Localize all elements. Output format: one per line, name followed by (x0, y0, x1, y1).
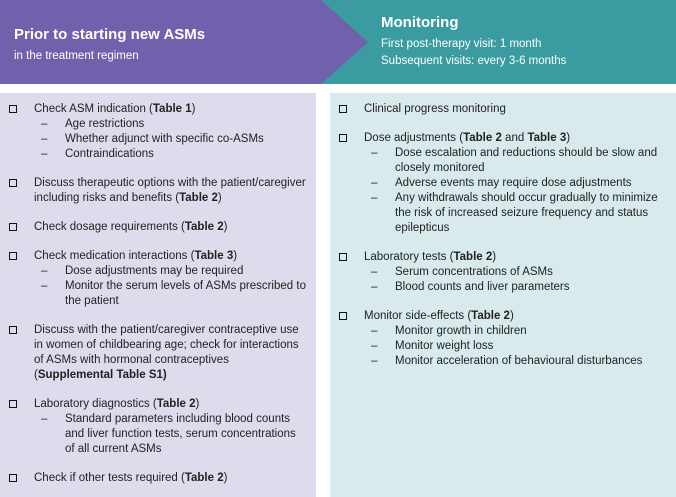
item-text-start: Laboratory diagnostics ( (34, 398, 157, 410)
sub-item-text: Serum concentrations of ASMs (395, 266, 553, 278)
sub-item-text: Monitor growth in children (395, 325, 527, 337)
dash-bullet-icon: – (371, 281, 378, 293)
checkbox-square-icon (9, 474, 17, 482)
monitoring-item (337, 102, 666, 117)
item-text-start: Check if other tests required ( (34, 472, 185, 484)
sub-item-text: Monitor the serum levels of ASMs prescribed to the patient (65, 280, 306, 307)
monitoring-sub-list (364, 146, 666, 236)
dash-bullet-icon: – (41, 265, 48, 277)
item-text-start: Discuss therapeutic options with the patient/caregiver including risks and benefits ( (34, 177, 306, 204)
prior-item-text (34, 220, 306, 235)
prior-item-text (34, 471, 306, 486)
item-text-end: ) (217, 192, 222, 204)
prior-item (7, 176, 306, 206)
item-text-start: Clinical progress monitoring (364, 103, 506, 115)
item-text-end: ) (492, 251, 497, 263)
table-reference: Supplemental Table S1) (37, 369, 167, 381)
sub-item-text: Monitor acceleration of behavioural disturbances (395, 355, 643, 367)
table-reference: Table 3 (194, 250, 234, 262)
table-reference: Table 2 (156, 398, 196, 410)
monitoring-sub-list (364, 324, 666, 369)
monitoring-item (337, 250, 666, 295)
sub-item-text: Age restrictions (65, 118, 145, 130)
sub-item (34, 264, 306, 279)
prior-item (7, 249, 306, 309)
sub-item-text: Whether adjunct with specific co-ASMs (65, 133, 264, 145)
monitoring-header-title: Monitoring (381, 14, 459, 31)
sub-item (34, 279, 306, 309)
prior-item (7, 102, 306, 162)
checkbox-square-icon (9, 400, 17, 408)
monitoring-item (337, 309, 666, 369)
sub-item (364, 146, 666, 176)
dash-bullet-icon: – (371, 147, 378, 159)
table-reference: Table 2 (184, 472, 224, 484)
dash-bullet-icon: – (41, 280, 48, 292)
item-text-start: Dose adjustments ( (364, 132, 464, 144)
dash-bullet-icon: – (371, 340, 378, 352)
monitoring-item-text (364, 131, 666, 146)
item-text-end: ) (191, 103, 196, 115)
sub-item-text: Standard parameters including blood counts and liver function tests, serum concentrations of all current ASMs (65, 413, 296, 455)
monitoring-checklist-panel (330, 93, 676, 497)
prior-header (14, 26, 314, 65)
dash-bullet-icon: – (41, 133, 48, 145)
table-reference: Table 2 (453, 251, 493, 263)
monitoring-item (337, 131, 666, 236)
dash-bullet-icon: – (371, 266, 378, 278)
monitoring-item-text (364, 102, 666, 117)
sub-item (364, 280, 666, 295)
prior-item-text (34, 102, 306, 117)
checkbox-square-icon (339, 105, 347, 113)
checkbox-square-icon (9, 223, 17, 231)
table-reference: Table 3 (527, 132, 567, 144)
dash-bullet-icon: – (371, 192, 378, 204)
monitoring-subsequent-visits: Subsequent visits: every 3-6 months (381, 55, 567, 67)
dash-bullet-icon: – (41, 148, 48, 160)
prior-item (7, 397, 306, 457)
dash-bullet-icon: – (41, 413, 48, 425)
checkbox-square-icon (9, 105, 17, 113)
prior-item-text (34, 323, 306, 383)
monitoring-item-text (364, 250, 666, 265)
monitoring-header (381, 14, 661, 70)
dash-bullet-icon: – (371, 355, 378, 367)
prior-header-title: Prior to starting new ASMs (14, 26, 206, 43)
checkbox-square-icon (339, 312, 347, 320)
item-text-start: Check dosage requirements ( (34, 221, 185, 233)
item-text-end: ) (509, 310, 514, 322)
item-text-end: ) (223, 472, 228, 484)
prior-item (7, 323, 306, 383)
sub-item (364, 176, 666, 191)
table-reference: Table 2 (184, 221, 224, 233)
table-reference: Table 2 (471, 310, 510, 322)
checkbox-square-icon (339, 134, 347, 142)
prior-item (7, 220, 306, 235)
sub-item (364, 324, 666, 339)
prior-sub-list (34, 117, 306, 162)
table-reference: Table 2 (179, 192, 218, 204)
prior-sub-list (34, 412, 306, 457)
prior-sub-list (34, 264, 306, 309)
item-text-start: Check medication interactions ( (34, 250, 195, 262)
table-reference: Table 1 (152, 103, 192, 115)
prior-item-text (34, 397, 306, 412)
checkbox-square-icon (339, 253, 347, 261)
item-text-join: and (501, 132, 528, 144)
monitoring-item-text (364, 309, 666, 324)
sub-item-text: Contraindications (65, 148, 154, 160)
item-text-start: Check ASM indication ( (34, 103, 153, 115)
sub-item-text: Any withdrawals should occur gradually to minimize the risk of increased seizure frequency and status epilepticus (395, 192, 658, 234)
sub-item-text: Dose adjustments may be required (65, 265, 244, 277)
item-text-end: ) (233, 250, 238, 262)
sub-item (34, 147, 306, 162)
dash-bullet-icon: – (41, 118, 48, 130)
prior-checklist-panel (0, 93, 316, 497)
sub-item (364, 339, 666, 354)
prior-item-text (34, 249, 306, 264)
sub-item-text: Monitor weight loss (395, 340, 494, 352)
prior-item (7, 471, 306, 486)
table-reference: Table 2 (463, 132, 502, 144)
dash-bullet-icon: – (371, 177, 378, 189)
sub-item (364, 354, 666, 369)
sub-item (34, 117, 306, 132)
sub-item (34, 412, 306, 457)
monitoring-sub-list (364, 265, 666, 295)
sub-item-text: Dose escalation and reductions should be slow and closely monitored (395, 147, 658, 174)
sub-item-text: Blood counts and liver parameters (395, 281, 570, 293)
sub-item (364, 265, 666, 280)
prior-header-subtitle: in the treatment regimen (14, 50, 139, 62)
monitoring-first-visit: First post-therapy visit: 1 month (381, 38, 542, 50)
sub-item-text: Adverse events may require dose adjustments (395, 177, 632, 189)
checkbox-square-icon (9, 252, 17, 260)
sub-item (34, 132, 306, 147)
dash-bullet-icon: – (371, 325, 378, 337)
item-text-start: Laboratory tests ( (364, 251, 454, 263)
sub-item (364, 191, 666, 236)
item-text-end: ) (195, 398, 200, 410)
prior-item-text (34, 176, 306, 206)
checkbox-square-icon (9, 326, 17, 334)
checkbox-square-icon (9, 179, 17, 187)
item-text-end: ) (223, 221, 228, 233)
item-text-end: ) (566, 132, 571, 144)
item-text-start: Discuss with the patient/caregiver contraceptive use in women of childbearing age; check for interactions of ASMs with hormonal contraceptives ( (34, 324, 299, 381)
item-text-start: Monitor side-effects ( (364, 310, 472, 322)
